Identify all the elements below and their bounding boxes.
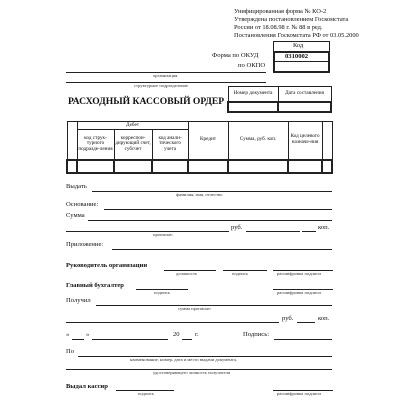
table-cell[interactable] bbox=[188, 160, 228, 173]
sum-header: Сумма, руб. коп. bbox=[228, 122, 288, 160]
cashier-label: Выдал кассир bbox=[66, 383, 108, 390]
doc-caption: наименование, номер, дата и место выдачи документа, bbox=[130, 357, 237, 362]
kop-amount-line[interactable] bbox=[302, 231, 316, 232]
chief-signature-caption: подпись bbox=[154, 290, 171, 295]
okud-code-value: 0310002 bbox=[285, 52, 309, 60]
cashier-decode-caption: расшифровка подписи bbox=[277, 391, 321, 396]
subdivision-code-header: код струк-турного подразде-ления bbox=[77, 130, 114, 160]
doc-number-date-table bbox=[227, 86, 332, 113]
po-label: По bbox=[66, 348, 75, 355]
recipient-signature-line[interactable] bbox=[274, 339, 332, 340]
kop-label: коп. bbox=[318, 224, 330, 231]
table-cell[interactable] bbox=[152, 160, 188, 173]
position-caption: должность bbox=[176, 271, 198, 276]
table-end-cell bbox=[322, 122, 332, 160]
osnovanie-label: Основание: bbox=[66, 201, 99, 208]
received-rub-line[interactable] bbox=[297, 322, 315, 323]
chief-decode-caption: расшифровка подписи bbox=[277, 290, 321, 295]
form-header-line-1: Унифицированная форма № КО-2 bbox=[234, 8, 327, 15]
code-box bbox=[273, 41, 330, 73]
vydat-label: Выдать bbox=[66, 183, 87, 190]
basis-line[interactable] bbox=[104, 209, 332, 210]
identity-caption: удостоверяющего личность получателя bbox=[153, 370, 231, 375]
analytic-code-header: код анали-тического учета bbox=[152, 130, 188, 160]
prilozhenie-label: Приложение: bbox=[66, 241, 104, 248]
doc-date-header: Дата составления bbox=[278, 87, 331, 102]
rub-amount-line[interactable] bbox=[246, 231, 300, 232]
credit-header: Кредит bbox=[188, 122, 228, 160]
received-kop-label: коп. bbox=[318, 315, 330, 322]
podpis-label: Подпись: bbox=[243, 331, 270, 338]
rub-label: руб. bbox=[231, 224, 243, 231]
sum-words-line-2[interactable] bbox=[66, 231, 229, 232]
document-title: РАСХОДНЫЙ КАССОВЫЙ ОРДЕР bbox=[68, 96, 225, 107]
accounting-table bbox=[66, 121, 333, 174]
date-month-line[interactable] bbox=[92, 339, 168, 340]
year-suffix: г. bbox=[195, 331, 199, 338]
doc-number-cell[interactable] bbox=[228, 102, 278, 112]
doc-number-header: Номер документа bbox=[228, 87, 278, 102]
subdivision-caption: структурное подразделение bbox=[134, 83, 189, 88]
corr-account-header: корреспон-дирующий счет, субсчет bbox=[114, 130, 152, 160]
purpose-code-header: Код целевого назначе-ния bbox=[288, 122, 322, 160]
table-cell[interactable] bbox=[67, 160, 77, 173]
received-line-2[interactable] bbox=[66, 322, 279, 323]
attachment-line[interactable] bbox=[112, 249, 332, 250]
table-cell[interactable] bbox=[114, 160, 152, 173]
date-day-line[interactable] bbox=[72, 339, 84, 340]
cashier-signature-caption: подпись bbox=[138, 391, 155, 396]
date-close-quote: » bbox=[86, 331, 90, 338]
form-header-line-3: России от 18.08.98 г. № 88 в ред. bbox=[234, 24, 323, 31]
fio-caption: фамилия, имя, отчество bbox=[176, 192, 223, 197]
propisyu-caption: прописью bbox=[153, 232, 173, 237]
doc-date-cell[interactable] bbox=[278, 102, 331, 112]
year-label: 20 bbox=[173, 331, 180, 338]
poluchil-label: Получил bbox=[66, 297, 91, 304]
form-header-line-4: Постановления Госкомстата РФ от 03.05.2000 bbox=[234, 32, 359, 39]
signature-caption: подпись bbox=[232, 271, 249, 276]
received-rub-label: руб. bbox=[282, 315, 294, 322]
table-cell[interactable] bbox=[288, 160, 322, 173]
summa-label: Сумма bbox=[66, 212, 85, 219]
decode-caption: расшифровка подписи bbox=[277, 271, 321, 276]
date-year-line[interactable] bbox=[182, 339, 192, 340]
table-corner-cell bbox=[67, 122, 77, 160]
head-org-label: Руководитель организации bbox=[66, 262, 148, 269]
table-cell[interactable] bbox=[322, 160, 332, 173]
organization-caption: организация bbox=[153, 73, 178, 78]
sum-words-line-1[interactable] bbox=[88, 220, 332, 221]
okud-label: Форма по ОКУД bbox=[212, 52, 259, 59]
sum-propisyu-caption: сумма прописью bbox=[178, 306, 211, 311]
received-line-1[interactable] bbox=[96, 305, 332, 306]
date-open-quote: « bbox=[66, 331, 70, 338]
okpo-label: по ОКПО bbox=[238, 62, 266, 69]
code-header: Код bbox=[293, 42, 304, 49]
table-cell[interactable] bbox=[228, 160, 288, 173]
table-cell[interactable] bbox=[77, 160, 114, 173]
form-header-line-2: Утверждена постановлением Госкомстата bbox=[234, 16, 349, 23]
debit-header: Дебет bbox=[77, 122, 188, 130]
chief-accountant-label: Главный бухгалтер bbox=[66, 282, 124, 289]
